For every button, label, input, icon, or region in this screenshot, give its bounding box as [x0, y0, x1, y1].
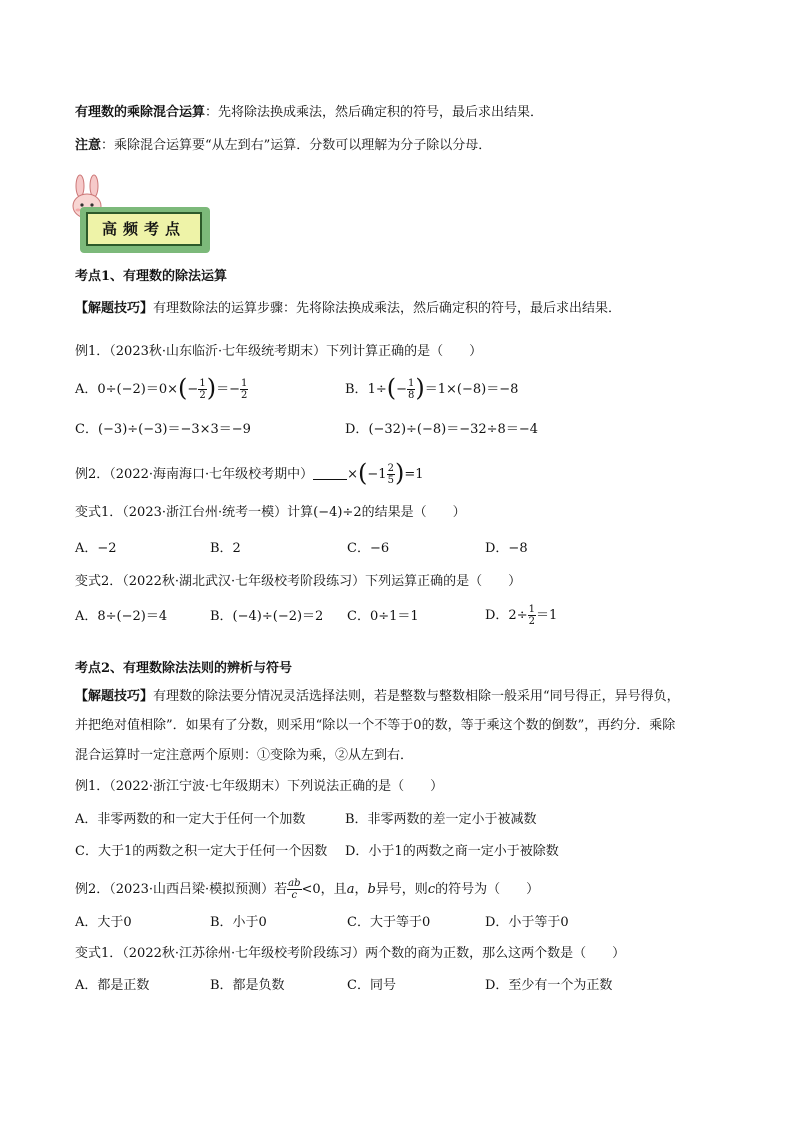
var-c: c — [427, 882, 436, 897]
k1-ex2: 例2．（2022·海南海口·七年级校考期中） ×(−1 $\frac{2}{5}$ )=1 — [75, 458, 424, 487]
k2-tip-text: 有理数的除法要分情况灵活选择法则，若是整数与整数相除一般采用“同号得正，异号得负， — [153, 689, 680, 704]
k2-var1-option-d: D．至少有一个为正数 — [485, 978, 613, 993]
intro-note-text: ：乘除混合运算要“从左到右”运算．分数可以理解为分子除以分母． — [101, 138, 492, 153]
k2-ex2-option-b: B．小于0 — [210, 915, 267, 930]
var-b: b — [367, 882, 376, 897]
k2-ex2-mid3: 异号，则 — [375, 882, 428, 897]
answer-blank[interactable] — [313, 479, 347, 480]
k1-var2-option-a: A．8÷(−2)＝4 — [75, 609, 168, 624]
k2-ex2-option-a: A．大于0 — [75, 915, 132, 930]
k2-heading: 考点2、有理数除法法则的辨析与符号 — [75, 661, 293, 676]
fraction: $\frac{2}{5}$ — [387, 463, 394, 486]
option-expr-result: ＝− — [216, 382, 240, 397]
intro-rule-title: 有理数的乘除混合运算 — [75, 105, 206, 120]
k1-var1-option-a: A．−2 — [75, 541, 117, 556]
k2-ex1-option-b: B．非零两数的差一定小于被减数 — [345, 812, 537, 827]
section-badge — [80, 207, 210, 253]
k2-var1-stem: 变式1．（2022秋·江苏徐州·七年级校考阶段练习）两个数的商为正数，那么这两个数是（ ） — [75, 946, 626, 961]
k2-tip-label: 【解题技巧】 — [75, 689, 154, 704]
fraction: $\frac{1}{2}$ — [199, 378, 206, 401]
k2-ex1-option-a: A．非零两数的和一定大于任何一个加数 — [75, 812, 306, 827]
k1-ex1-option-a: A．0÷(−2)＝0×(− $\frac{1}{2}$ )＝− $\frac{1}{2}$ — [75, 373, 248, 402]
k1-var1-option-b: B．2 — [210, 541, 241, 556]
intro-note — [75, 137, 491, 155]
k2-ex2-mid1: ，且 — [320, 882, 347, 897]
k1-ex1-option-b: B．1÷(− $\frac{1}{8}$ )＝1×(−8)＝−8 — [345, 373, 519, 402]
k2-tip-line2: 并把绝对值相除”．如果有了分数，则采用“除以一个不等于0的数，等于乘这个数的倒数”，再约分．乘除 — [75, 718, 676, 733]
k1-ex1-stem: 例1．（2023秋·山东临沂·七年级统考期末）下列计算正确的是（ ） — [75, 344, 483, 359]
option-label: C． — [75, 422, 98, 437]
k2-var1-option-b: B．都是负数 — [210, 978, 285, 993]
intro-note-title: 注意 — [75, 138, 102, 153]
k2-ex2-stem-pre: 例2．（2023·山西吕梁·模拟预测）若 — [75, 882, 288, 897]
option-expr: D．2÷ — [485, 608, 528, 623]
option-expr: (−3)÷(−3)＝−3×3＝−9 — [97, 422, 251, 437]
k1-var1-stem-post: 的结果是（ ） — [361, 505, 466, 520]
mixed-whole: −1 — [367, 467, 387, 482]
fraction: $\frac{1}{2}$ — [528, 604, 535, 627]
k1-ex2-stem: 例2．（2022·海南海口·七年级校考期中） — [75, 467, 314, 482]
fraction: $\frac{1}{8}$ — [408, 378, 415, 401]
k2-tip-line1 — [75, 688, 680, 706]
option-expr-result: ＝1 — [535, 608, 558, 623]
k1-heading: 考点1、有理数的除法运算 — [75, 269, 228, 284]
k1-var2-option-b: B．(−4)÷(−2)＝2 — [210, 609, 324, 624]
k1-tip — [75, 300, 621, 318]
k1-var2-option-d — [485, 604, 557, 627]
option-expr: (−32)÷(−8)＝−32÷8＝−4 — [368, 422, 538, 437]
k2-ex2-stem — [75, 878, 539, 901]
k2-ex1-option-d: D．小于1的两数之商一定小于被除数 — [345, 844, 559, 859]
option-label: D． — [345, 422, 369, 437]
k1-ex1-option-d — [345, 421, 538, 439]
k2-ex2-option-c: C．大于等于0 — [347, 915, 431, 930]
k1-var1-option-d: D．−8 — [485, 541, 528, 556]
intro-rule — [75, 104, 543, 122]
k1-var1-option-c: C．−6 — [347, 541, 390, 556]
k2-ex1-stem: 例1．（2022·浙江宁波·七年级期末）下列说法正确的是（ ） — [75, 779, 444, 794]
k1-var1-expr: (−4)÷2 — [313, 505, 362, 520]
k2-var1-option-a: A．都是正数 — [75, 978, 150, 993]
k2-ex2-mid2: ， — [354, 882, 368, 897]
k2-ex2-stem-post: 的符号为（ ） — [435, 882, 540, 897]
k1-var2-stem: 变式2．（2022秋·湖北武汉·七年级校考阶段练习）下列运算正确的是（ ） — [75, 574, 522, 589]
intro-rule-text: ：先将除法换成乘法，然后确定积的符号，最后求出结果． — [205, 105, 544, 120]
option-expr-result: ＝1×(−8)＝−8 — [424, 382, 519, 397]
k2-tip-line3: 混合运算时一定注意两个原则：①变除为乘，②从左到右． — [75, 748, 414, 763]
option-label: B． — [345, 382, 368, 397]
equation-tail: =1 — [404, 467, 424, 482]
k1-var1-stem-pre: 变式1．（2023·浙江台州·统考一模）计算 — [75, 505, 314, 520]
option-expr: 0÷(−2)＝0× — [97, 382, 179, 397]
k1-tip-label: 【解题技巧】 — [75, 301, 154, 316]
inequality: <0 — [301, 882, 321, 897]
badge-title: 高频考点 — [86, 212, 202, 246]
k1-var1-stem — [75, 504, 466, 522]
option-label: A． — [75, 382, 98, 397]
k1-ex1-option-c — [75, 421, 251, 439]
option-expr: 1÷ — [367, 382, 387, 397]
fraction: $\frac{ab}{c}$ — [288, 878, 301, 901]
k2-var1-option-c: C．同号 — [347, 978, 396, 993]
k1-tip-text: 有理数除法的运算步骤：先将除法换成乘法，然后确定积的符号，最后求出结果． — [153, 301, 622, 316]
k1-var2-option-c: C．0÷1＝1 — [347, 609, 419, 624]
k2-ex1-option-c: C．大于1的两数之积一定大于任何一个因数 — [75, 844, 328, 859]
k2-ex2-option-d: D．小于等于0 — [485, 915, 569, 930]
times-sign: × — [347, 467, 359, 482]
var-a: a — [346, 882, 355, 897]
fraction: $\frac{1}{2}$ — [240, 378, 248, 401]
